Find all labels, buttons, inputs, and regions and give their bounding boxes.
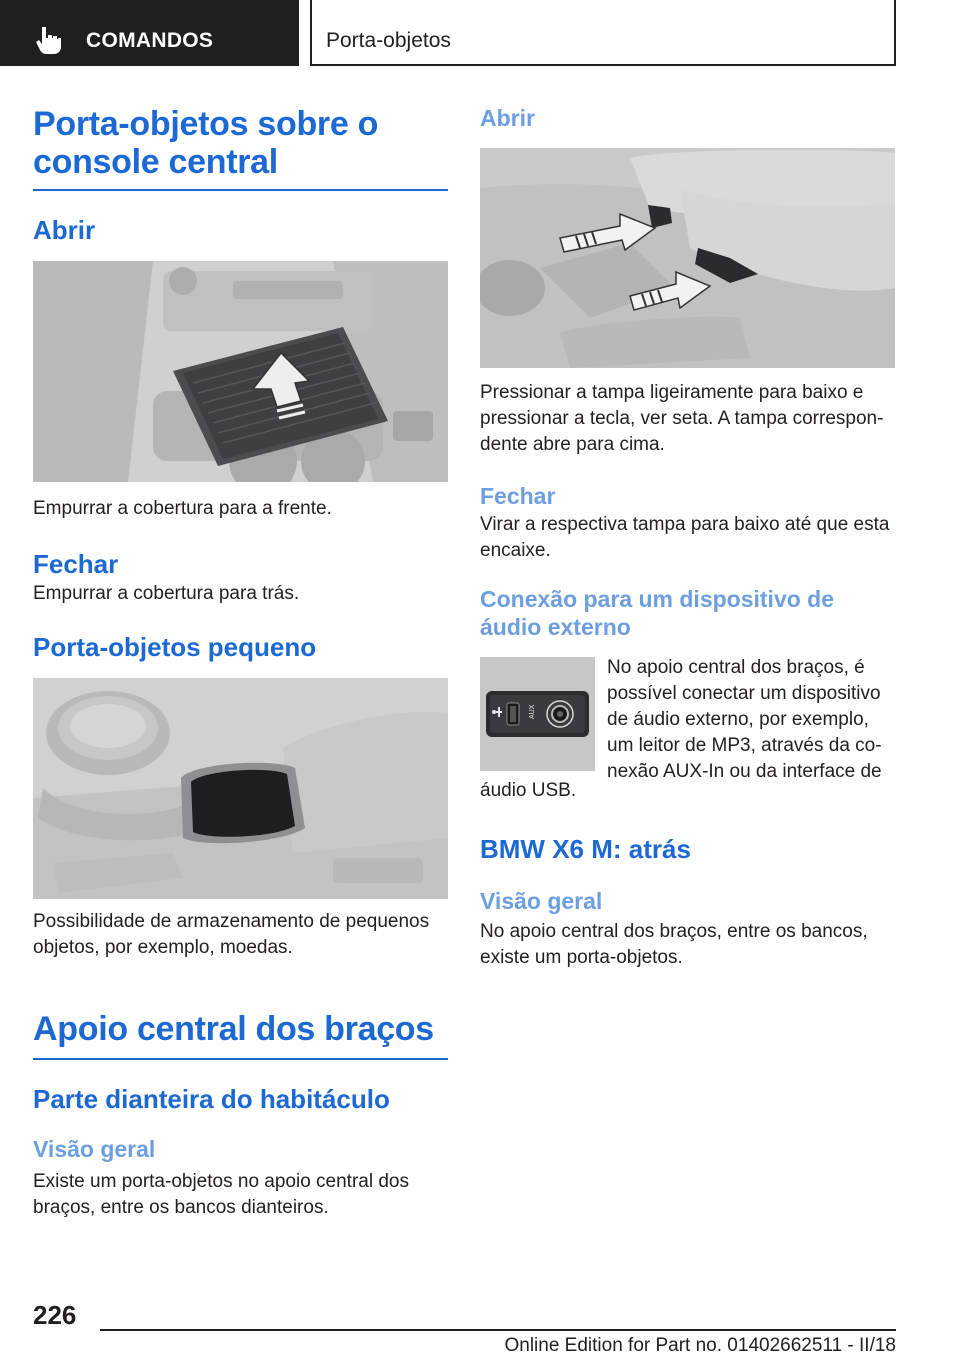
apoio-title: Apoio central dos braços (33, 1010, 434, 1048)
visao-line1-left: Existe um porta-objetos no apoio central dos (33, 1171, 409, 1192)
page-number: 226 (33, 1300, 77, 1330)
conexao-line2: possível conectar um dispositivo (607, 683, 881, 704)
left-column (33, 100, 448, 1221)
conexao-line1: No apoio central dos braços, é (607, 657, 865, 678)
abrir-caption-left: Empurrar a cobertura para a frente. (33, 498, 332, 519)
abrir-right-line1: Pressionar a tampa ligeiramente para baixo e (480, 382, 864, 403)
fechar-heading-left: Fechar (33, 549, 119, 579)
visao-right-line2: existe um porta-objetos. (480, 947, 683, 968)
svg-text:AUX: AUX (529, 704, 536, 719)
fechar-text-left: Empurrar a cobertura para trás. (33, 583, 300, 604)
abrir-right-line3: dente abre para cima. (480, 434, 665, 455)
chapter-title: Porta-objetos (326, 29, 451, 52)
visao-right-line1: No apoio central dos braços, entre os bancos, (480, 921, 868, 942)
visao-line2-left: braços, entre os bancos dianteiros. (33, 1197, 329, 1218)
fechar-right-line2: encaixe. (480, 540, 551, 561)
console-cover-figure (33, 261, 448, 482)
section-tab (0, 0, 299, 66)
page-title-line1: Porta-objetos sobre o (33, 105, 379, 143)
footer-rule (100, 1329, 896, 1331)
abrir-heading-right: Abrir (480, 105, 535, 131)
edition-note: Online Edition for Part no. 01402662511 - II/18 (504, 1335, 896, 1356)
conexao-line5: nexão AUX-In ou da interface de (607, 761, 882, 782)
abrir-right-line2: pressionar a tecla, ver seta. A tampa correspon- (480, 408, 884, 429)
conexao-last-line: áudio USB. (480, 780, 577, 801)
chapter-header (310, 0, 896, 66)
conexao-heading-line1: Conexão para um dispositivo de (480, 586, 835, 612)
visao-heading-left: Visão geral (33, 1136, 156, 1162)
fechar-right-line1: Virar a respectiva tampa para baixo até que esta (480, 514, 890, 535)
abrir-heading-left: Abrir (33, 215, 96, 245)
title-rule (33, 189, 448, 191)
pequeno-caption-line2: objetos, por exemplo, moedas. (33, 937, 293, 958)
small-storage-figure (33, 678, 448, 899)
pequeno-caption-line1: Possibilidade de armazenamento de pequenos (33, 911, 430, 932)
fechar-heading-right: Fechar (480, 483, 556, 509)
conexao-line4: um leitor de MP3, através da co- (607, 735, 882, 756)
pequeno-heading: Porta-objetos pequeno (33, 632, 317, 662)
conexao-heading-line2: áudio externo (480, 614, 631, 640)
conexao-line3: de áudio externo, por exemplo, (607, 709, 869, 730)
aux-usb-figure (480, 657, 595, 771)
conexao-block (480, 655, 895, 782)
x6-heading: BMW X6 M: atrás (480, 834, 691, 864)
visao-heading-right: Visão geral (480, 888, 603, 914)
page-title-line2: console central (33, 143, 278, 181)
section-tab-label: COMANDOS (86, 29, 214, 52)
right-column (480, 100, 895, 971)
dianteira-heading: Parte dianteira do habitáculo (33, 1084, 390, 1114)
apoio-rule (33, 1058, 448, 1060)
pointing-hand-icon (36, 26, 62, 54)
armrest-lid-figure (480, 148, 895, 368)
